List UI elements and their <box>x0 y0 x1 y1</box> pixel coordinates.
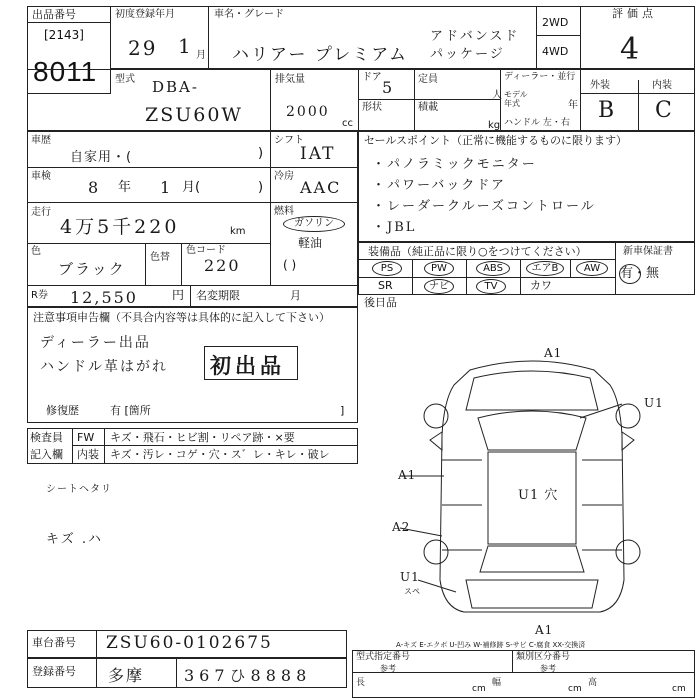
width-label: 幅 <box>492 678 502 688</box>
displacement-label: 排気量 <box>275 74 305 85</box>
drive-4wd: 4WD <box>542 45 569 58</box>
lot-code: [2143] <box>44 28 84 42</box>
color-code: 220 <box>204 256 241 275</box>
aircon: AAC <box>300 178 342 197</box>
equip-pw: PW <box>424 261 454 276</box>
first-listing-stamp: 初出品 <box>210 353 285 378</box>
inspection-label: 車検 <box>31 171 51 182</box>
repair-close: ] <box>340 404 345 417</box>
color-label: 色 <box>31 246 41 257</box>
score: 4 <box>620 32 642 67</box>
color-change-label: 色替 <box>150 252 170 263</box>
load-label: 積載 <box>418 102 438 113</box>
cc-unit: cc <box>342 118 353 129</box>
diagram-sub-label: スペ <box>404 587 420 596</box>
name-change-month: 月 <box>290 289 301 302</box>
month-unit: 月 <box>196 50 206 61</box>
mileage-value: 4万5千220 <box>60 216 180 238</box>
damage-mark-rear-left: U1 <box>400 570 420 584</box>
notes-line-1: ディーラー出品 <box>40 335 151 351</box>
sales-point-3: ・レーダークルーズコントロール <box>372 199 596 214</box>
inspection-year-unit: 年 <box>118 180 132 195</box>
color-value: ブラック <box>58 260 126 278</box>
warranty-circle <box>619 264 641 284</box>
model-year-label: モデル年式 <box>504 90 528 108</box>
fuel-gasoline: ガソリン <box>283 216 345 232</box>
mileage-label: 走行 <box>31 207 51 218</box>
inspector-label-2: 記入欄 <box>30 448 63 461</box>
type-number-ref: 参考 <box>380 664 396 673</box>
damage-mark-left-rear: A2 <box>392 520 411 534</box>
fuel-label: 燃料 <box>274 206 294 217</box>
score-label: 評価点 <box>612 7 657 20</box>
later-date-label: 後日品 <box>364 296 397 309</box>
warranty-value: 有・無 <box>620 266 660 281</box>
lot-number: 8011 <box>33 56 98 87</box>
model-prefix: DBA- <box>152 78 199 96</box>
equip-navi: ナビ <box>424 279 454 294</box>
damage-mark-left-door: A1 <box>398 468 417 482</box>
inspector-label-1: 検査員 <box>30 431 63 444</box>
type-number-label: 型式指定番号 <box>356 652 411 662</box>
recycle-unit: 円 <box>172 288 185 302</box>
damage-mark-roof: U1 穴 <box>518 488 559 503</box>
equip-ps: PS <box>372 261 402 276</box>
history-close: ) <box>258 146 264 161</box>
damage-mark-rear: A1 <box>535 623 554 637</box>
chassis-label: 車台番号 <box>32 636 76 649</box>
mileage-unit: km <box>230 226 246 237</box>
category-number-label: 類別区分番号 <box>516 652 571 662</box>
width-unit: cm <box>568 684 582 694</box>
damage-mark-front: A1 <box>544 346 563 360</box>
first-reg-year: 29 <box>128 36 158 60</box>
chassis-value: ZSU60-0102675 <box>106 633 273 653</box>
handle-label: ハンドル 左・右 <box>504 118 570 128</box>
inspection-close: ) <box>258 180 264 195</box>
repair-label: 修復歴 <box>46 404 79 417</box>
lot-label: 出品番号 <box>32 8 76 21</box>
inspection-year: 8 <box>88 178 101 197</box>
equip-aw: AW <box>576 261 608 276</box>
recycle-value: 12,550 <box>70 288 138 307</box>
doors-label: ドア <box>362 72 382 83</box>
car-name: ハリアー プレミアム <box>232 45 409 65</box>
recycle-label: R券 <box>31 290 48 301</box>
inspection-month: 1 <box>160 178 173 197</box>
damage-mark-front-right: U1 <box>644 396 664 410</box>
equip-sr: SR <box>378 279 393 292</box>
fuel-diesel: 軽油 <box>298 236 323 250</box>
year-unit: 年 <box>568 100 578 111</box>
registration-area: 多摩 <box>108 666 145 685</box>
fuel-other: ( ) <box>283 258 297 272</box>
model-label: 型式 <box>115 74 135 85</box>
sales-points-title: セールスポイント（正常に機能するものに限ります） <box>364 134 628 147</box>
shift: IAT <box>300 144 336 164</box>
equip-abs: ABS <box>476 261 510 276</box>
interior-grade: C <box>655 98 674 123</box>
inspector-interior: 内装 <box>77 448 99 461</box>
interior-label: 内装 <box>652 80 672 91</box>
inspector-row-1: キズ・飛石・ヒビ割・リペア跡・×要 <box>110 431 295 444</box>
repair-value: 有 [箇所 <box>110 404 151 417</box>
color-code-label: 色コード <box>186 245 226 256</box>
sales-point-4: ・JBL <box>372 220 417 235</box>
shift-label: シフト <box>274 135 304 146</box>
length-label: 長 <box>356 678 366 688</box>
history-value: 自家用・( <box>70 150 133 165</box>
height-label: 高 <box>588 678 598 688</box>
registration-label: 登録番号 <box>32 665 76 678</box>
displacement: 2000 <box>286 104 330 120</box>
notes-line-2: ハンドル革はがれ <box>40 359 168 375</box>
exterior-grade: B <box>598 98 617 123</box>
name-change-label: 名変期限 <box>196 289 240 302</box>
sales-point-2: ・パワーバックドア <box>372 178 506 193</box>
shape-label: 形状 <box>362 102 382 113</box>
drive-2wd: 2WD <box>542 16 569 29</box>
inspector-fw: FW <box>77 431 95 444</box>
length-unit: cm <box>472 684 486 694</box>
equip-tv: TV <box>476 279 506 294</box>
sales-point-1: ・パノラミックモニター <box>372 157 537 172</box>
equip-airbag: エアB <box>526 261 564 276</box>
equipment-title: 装備品（純正品に限り○をつけてください） <box>368 245 587 258</box>
doors: 5 <box>382 78 395 97</box>
height-unit: cm <box>672 684 686 694</box>
car-grade: アドバンスド パッケージ <box>430 29 520 62</box>
exterior-label: 外装 <box>590 80 610 91</box>
inspector-row-2: キズ・汚レ・コゲ・穴・ス゛レ・キレ・破レ <box>110 448 330 461</box>
first-reg-label: 初度登録年月 <box>115 9 175 20</box>
history-label: 車歴 <box>31 135 51 146</box>
first-reg-month: 1 <box>178 34 193 58</box>
equip-leather: カワ <box>530 279 552 292</box>
category-number-ref: 参考 <box>540 664 556 673</box>
capacity-unit: 人 <box>492 90 502 101</box>
car-name-label: 車名・グレード <box>214 9 284 20</box>
inspector-note-2: キズ .ハ <box>46 532 104 547</box>
aircon-label: 冷房 <box>274 171 294 182</box>
capacity-label: 定員 <box>418 74 438 85</box>
notes-title: 注意事項申告欄（不具合内容等は具体的に記入して下さい） <box>33 311 330 324</box>
load-unit: kg <box>488 120 501 131</box>
dealer-label: ディーラー・並行 <box>504 72 576 82</box>
inspector-note-1: シートヘタリ <box>46 484 112 495</box>
inspection-month-unit: 月( <box>182 180 201 195</box>
damage-legend: A-キズ E-エクボ U-凹み W-補修跡 S-サビ C-腐食 XX-交換済 <box>396 641 586 649</box>
registration-number: 367ひ8888 <box>184 666 312 685</box>
warranty-label: 新車保証書 <box>623 246 673 257</box>
model-code: ZSU60W <box>145 104 243 126</box>
